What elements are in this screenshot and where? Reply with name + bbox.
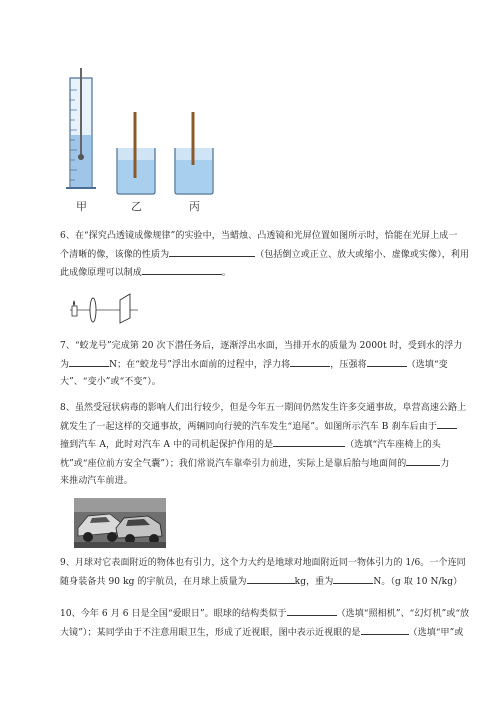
answer-blank[interactable]: [290, 356, 330, 367]
answer-blank[interactable]: [367, 356, 407, 367]
q8-text: （选填“汽车座椅上的头: [345, 440, 441, 450]
answer-blank[interactable]: [273, 436, 345, 447]
question-8: [60, 400, 470, 491]
q10-text: （选填“照相机”、“幻灯机”或“放: [336, 609, 470, 619]
question-number: 9、: [60, 558, 75, 568]
answer-blank[interactable]: [287, 605, 337, 616]
figure-label-jia: 甲: [76, 200, 87, 213]
figure-label-bing: 丙: [189, 200, 200, 213]
beaker-c: [175, 112, 213, 194]
answer-blank[interactable]: [406, 455, 440, 466]
question-7: [60, 338, 470, 392]
q6-text: 此成像原理可以制成: [60, 268, 142, 278]
q10-text: 今年 6 月 6 日是全国“爱眼日”。眼球的结构类似于: [80, 609, 287, 619]
q7-text: “蛟龙号”完成第 20 次下潜任务后，逐渐浮出水面，当排开水的质量为 2000t 时，受到水的浮力: [74, 341, 463, 351]
answer-blank[interactable]: [69, 356, 109, 367]
q7-text: N；在“蛟龙号”浮出水面前的过程中，浮力将: [109, 359, 291, 370]
q6-text: 个清晰的像，该像的性质为: [60, 249, 170, 260]
question-number: 7、: [60, 341, 75, 351]
question-number: 10、: [60, 609, 81, 619]
q9-text: 随身装备共 90 kg 的宇航员，在月球上质量为: [60, 576, 247, 587]
q8-text: 来推动汽车前进。: [60, 476, 133, 486]
answer-blank[interactable]: [437, 418, 457, 429]
lens-experiment-figure: [68, 290, 140, 324]
answer-blank[interactable]: [361, 624, 409, 635]
q8-text: 虽然受冠状病毒的影响人们出行较少，但是今年五一期间仍然发生许多交通事故，阜营高速公路上: [74, 403, 467, 413]
answer-blank[interactable]: [142, 264, 222, 275]
q9-text: kg，重为: [294, 576, 334, 587]
q7-text: （选填“变: [406, 359, 448, 370]
q8-text: 枕”或“座位前方安全气囊”）；我们常说汽车靠牵引力前进，实际上是靠后胎与地面间的: [60, 458, 407, 469]
answer-blank[interactable]: [169, 246, 255, 257]
answer-blank[interactable]: [247, 573, 295, 584]
q7-text: 大”、“变小”或“不变”）。: [60, 377, 161, 387]
q9-text: N。（g 取 10 N/kg）: [373, 576, 463, 587]
beaker-b: [117, 112, 155, 194]
q7-text: 为: [60, 359, 70, 370]
question-number: 6、: [60, 231, 75, 241]
question-number: 8、: [60, 403, 75, 413]
question-10: [60, 605, 470, 642]
q8-text: 力: [440, 458, 450, 469]
graduated-cylinder: [66, 68, 96, 188]
q7-text: ，压强将: [330, 359, 367, 370]
answer-blank[interactable]: [333, 573, 373, 584]
figure-label-yi: 乙: [131, 200, 142, 213]
q6-text: 在“探究凸透镜成像规律”的实验中，当蜡烛、凸透镜和光屏位置如图所示时，恰能在光屏上成一: [74, 231, 458, 241]
question-9: [60, 555, 470, 591]
q10-text: 大镜”）；某同学由于不注意用眼卫生，形成了近视眼，图中表示近视眼的是: [60, 627, 361, 638]
q10-text: （选填“甲”或: [408, 627, 464, 638]
q6-text: （包括倒立或正立、放大或缩小、虚像或实像），利用: [255, 249, 470, 260]
q6-text: 。: [221, 268, 232, 278]
q8-text: 就发生了一起这样的交通事故，两辆同向行驶的汽车发生“追尾”。如图所示汽车 B 刹车后由于: [60, 421, 437, 432]
car-crash-photo: [74, 498, 166, 548]
q9-text: 月球对它表面附近的物体也有引力，这个力大约是地球对地面附近同一物体引力的 1/6。一个连同: [74, 558, 466, 568]
question-6: [60, 228, 470, 283]
thermometer-beaker-figure: [60, 60, 230, 215]
q8-text: 撞到汽车 A，此时对汽车 A 中的司机起保护作用的是: [60, 440, 274, 450]
